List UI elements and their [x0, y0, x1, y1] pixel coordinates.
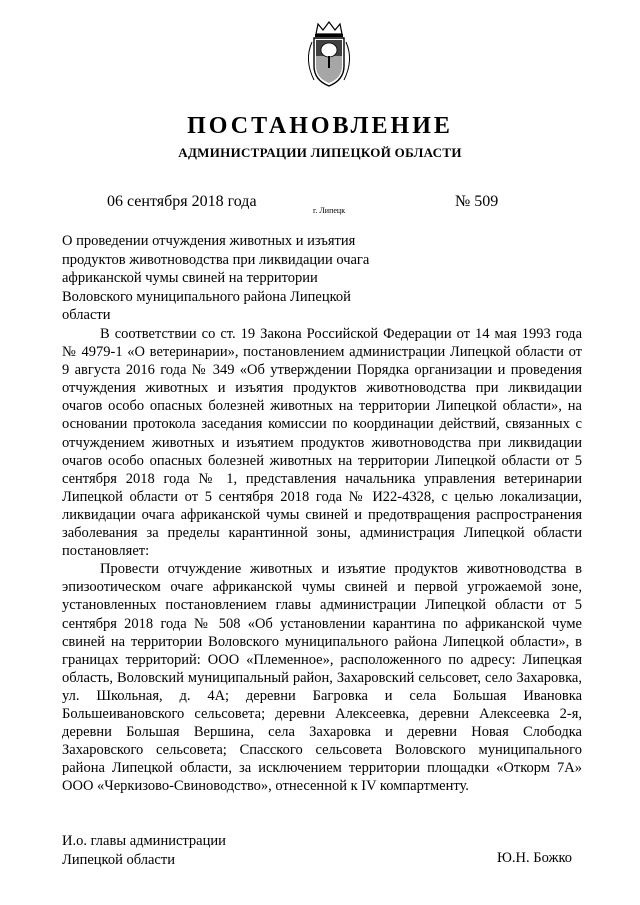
document-subject: О проведении отчуждения животных и изъятия продуктов животноводства при ликвидации очага африканской чумы свиней на территории Воловского муниципального района Липецкой области	[62, 233, 370, 323]
issuing-authority: АДМИНИСТРАЦИИ ЛИПЕЦКОЙ ОБЛАСТИ	[178, 145, 462, 160]
lipetsk-region-coat-of-arms-icon	[302, 20, 356, 90]
document-number: № 509	[455, 193, 499, 210]
document-title: ПОСТАНОВЛЕНИЕ	[187, 113, 453, 139]
document-body	[62, 325, 582, 795]
document-date: 06 сентября 2018 года	[107, 193, 257, 210]
body-paragraph: В соответствии со ст. 19 Закона Российской Федерации от 14 мая 1993 года № 4979-1 «О ветеринарии», постановлением администрации Липецкой области от 9 августа 2016 года № 349 «Об утверждении Порядка организации и проведения отчуждения животных и изъятия продуктов животноводства при ликвидации очагов особо опасных болезней животных на территории Липецкой области», на основании протокола заседания комиссии по координации действий, связанных с отчуждением животных и изъятием продуктов животноводства при ликвидации очагов особо опасных болезней животных на территории Липецкой области от 5 сентября 2018 года № 1, представления начальника управления ветеринарии Липецкой области от 5 сентября 2018 года № И22-4328, с целью локализации, ликвидации очага африканской чумы свиней и предотвращения распространения заболевания за пределы карантинной зоны, администрация Липецкой области постановляет:	[62, 326, 582, 560]
signatory-position-line: Липецкой области	[62, 851, 175, 868]
body-paragraph: Провести отчуждение животных и изъятие продуктов животноводства в эпизоотическом очаге африканской чумы свиней и первой угрожаемой зоне, установленных постановлением главы администрации Липецкой области от 5 сентября 2018 года № 508 «Об установлении карантина по африканской чуме свиней на территории Воловского муниципального района Липецкой области», в границах территорий: ООО «Племенное», расположенного по адресу: Липецкая область, Воловский муниципальный район, Захаровский сельсовет, село Захаровка, ул. Школьная, д. 4А; деревни Багровка и села Большая Ивановка Большеивановского сельсовета; деревни Алексеевка, деревни Алексеевка 2-я, деревни Большая Вершина, села Захаровка и деревни Новая Слободка Захаровского сельсовета; Спасского сельсовета Воловского муниципального района Липецкой области, за исключением территории площадки «Откорм 7А» ООО «Черкизово-Свиноводство», отнесенной к IV компартменту.	[62, 561, 582, 795]
signatory-position-line: И.о. главы администрации	[62, 833, 226, 849]
signatory-name: Ю.Н. Божко	[497, 850, 573, 866]
document-place: г. Липецк	[313, 206, 346, 215]
signatory-position	[62, 832, 226, 869]
